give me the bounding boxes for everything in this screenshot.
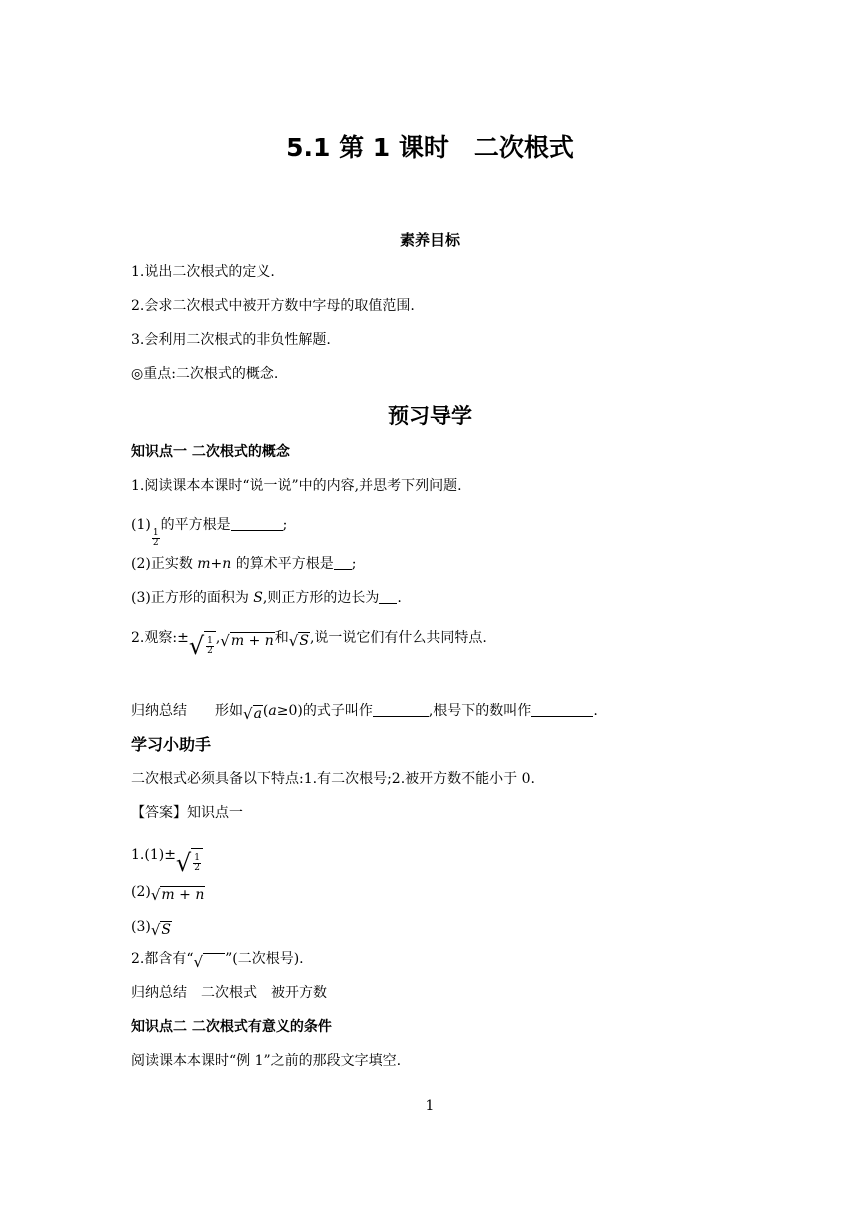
radical-one-half: √ $\frac{1}{2}$ [189, 631, 216, 661]
summary-definition: 归纳总结 形如 √ a (a≥0)的式子叫作 ,根号下的数叫作 . [131, 703, 598, 723]
answer-summary: 归纳总结 二次根式 被开方数 [131, 985, 327, 1001]
goal-item: 3.会利用二次根式的非负性解题. [131, 332, 331, 348]
radical-one-half: √ $\frac{1}{2}$ [176, 848, 203, 878]
question-2: 2.观察:± √ $\frac{1}{2}$ , √ m + n 和 √ S ,说一说它们有什么共同特点. [131, 630, 487, 660]
radical-s: √ S [150, 921, 171, 939]
key-point: ◎重点:二次根式的概念. [131, 366, 279, 382]
answer-heading: 【答案】知识点一 [131, 805, 243, 821]
question-1-1: (1) $\frac{1}{2}$ 的平方根是 ; [131, 517, 288, 548]
knowledge-point-2-text: 阅读课本本课时“例 1”之前的那段文字填空. [131, 1053, 402, 1069]
knowledge-point-2-heading: 知识点二 二次根式有意义的条件 [131, 1019, 332, 1035]
answer-1-3: (3) √ S [131, 919, 171, 939]
answer-blank [373, 702, 429, 717]
page-number: 1 [425, 1098, 435, 1114]
radical-m-plus-n: √ m + n [220, 632, 274, 650]
answer-blank [231, 516, 283, 531]
knowledge-point-1-heading: 知识点一 二次根式的概念 [131, 444, 290, 460]
goal-item: 1.说出二次根式的定义. [131, 264, 275, 280]
radical-s: √ S [288, 632, 309, 650]
answer-1-1: 1.(1)± √ $\frac{1}{2}$ [131, 845, 203, 878]
study-helper-heading: 学习小助手 [131, 735, 212, 754]
question-1-2: (2)正实数 m+n 的算术平方根是 ; [131, 556, 357, 572]
answer-blank [531, 702, 593, 717]
preview-heading: 预习导学 [388, 404, 472, 428]
answer-2: 2.都含有“ √ ”(二次根号). [131, 951, 304, 971]
radical-a: √ a [243, 705, 262, 723]
radical-sign-icon: √ [194, 953, 226, 971]
goal-item: 2.会求二次根式中被开方数中字母的取值范围. [131, 298, 415, 314]
study-helper-text: 二次根式必须具备以下特点:1.有二次根号;2.被开方数不能小于 0. [131, 771, 535, 787]
answer-blank [379, 589, 397, 604]
radical-m-plus-n: √ m + n [150, 886, 205, 904]
fraction-one-half: $\frac{1}{2}$ [152, 528, 159, 548]
answer-blank [334, 555, 352, 570]
literacy-goals-heading: 素养目标 [399, 231, 460, 249]
page-title: 5.1 第 1 课时 二次根式 [286, 133, 574, 162]
question-1: 1.阅读课本本课时“说一说”中的内容,并思考下列问题. [131, 478, 462, 494]
question-1-3: (3)正方形的面积为 S,则正方形的边长为 . [131, 590, 402, 606]
answer-1-2: (2) √ m + n [131, 884, 205, 904]
